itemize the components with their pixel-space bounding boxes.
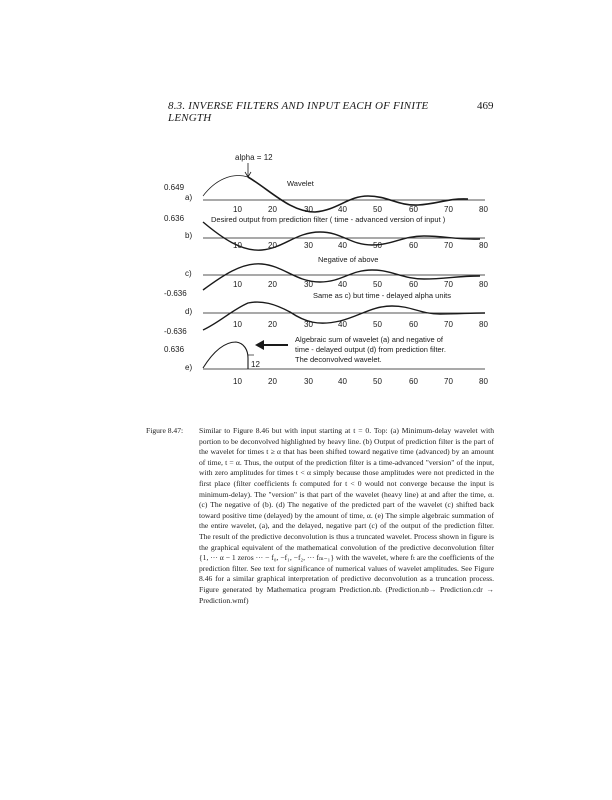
svg-text:30: 30 [304,320,313,329]
panel-b-note: Desired output from prediction filter ( time - advanced version of input ) [211,215,446,224]
svg-text:80: 80 [479,205,488,214]
figure-caption [146,426,494,606]
lower-ylabel: -0.636 [164,327,187,336]
annotation-line-2: time - delayed output (d) from prediction filter. [295,345,446,354]
svg-text:30: 30 [304,205,313,214]
svg-text:20: 20 [268,377,277,386]
svg-text:50: 50 [373,280,382,289]
panel-e-id: e) [185,363,193,372]
page-number: 469 [477,100,494,112]
svg-text:20: 20 [268,320,277,329]
panel-d-note: Same as c) but time - delayed alpha units [313,291,451,300]
panel-c-id: c) [185,269,192,278]
panel-e-marker: 12 [251,360,260,369]
panel-d-ticks [233,320,488,329]
svg-text:10: 10 [233,377,242,386]
svg-text:10: 10 [233,205,242,214]
svg-text:60: 60 [409,280,418,289]
panel-a-note: Wavelet [287,179,314,188]
svg-text:80: 80 [479,280,488,289]
svg-text:70: 70 [444,320,453,329]
svg-text:40: 40 [338,377,347,386]
caption-text: Similar to Figure 8.46 but with input starting at t = 0. Top: (a) Minimum-delay wavelet with portion to be deconvolved highlighted by heavy line. (b) Output of prediction filter is the part of the wavelet for times t ≥ α that has been shifted toward negative time (advanced) by an amount of time, t = α. Thus, the output of the prediction filter is a time-advanced "version" of the input, with zero amplitudes for times t < α simply because those amplitudes were not predicted in the first place (filter coefficients fₜ computed for t < 0 would not converge because the input is minimum-delay). The "version" is that part of the wavelet (heavy line) at and after the time, α. (c) The negative of (b). (d) The negative of the predicted part of the wavelet (c) shifted back toward positive time (delayed) by the amount of time, α. (e) The simple algebraic summation of the entire wavelet, (a), and the delayed, negative part (c) of the output of the prediction filter. The result of the predictive deconvolution is thus a truncated wavelet. Process shown in figure is the graphical equivalent of the mathematical convolution of the predictive deconvolution filter {1, ··· α − 1 zeros ··· − f₀, −f₁, −f₂, ··· fₘ₋₁} with the wavelet, where fₜ are the coefficients of the prediction filter. See text for significance of numerical values of wavelet amplitudes. See Figure 8.46 for a similar graphical interpretation of predictive deconvolution as a truncation process. Figure generated by Mathematica program Prediction.nb. (Prediction.nb→ Prediction.cdr → Prediction.wmf) [199,426,494,605]
svg-text:20: 20 [268,241,277,250]
svg-text:50: 50 [373,241,382,250]
caption-label: Figure 8.47: [146,426,184,435]
annotation-line-3: The deconvolved wavelet. [295,355,382,364]
svg-text:10: 10 [233,241,242,250]
alpha-label: alpha = 12 [235,153,273,162]
svg-text:20: 20 [268,280,277,289]
running-head: 8.3. INVERSE FILTERS AND INPUT EACH OF FINITE LENGTH [168,100,429,124]
panel-a-wavelet [248,177,468,212]
svg-text:40: 40 [338,280,347,289]
svg-text:30: 30 [304,377,313,386]
svg-text:40: 40 [338,241,347,250]
panel-d-ylabel: -0.636 [164,289,187,298]
panel-a-ticks [233,205,488,214]
svg-text:20: 20 [268,205,277,214]
svg-text:60: 60 [409,320,418,329]
panel-a-id: a) [185,193,193,202]
panel-e-curve [203,342,248,369]
svg-text:80: 80 [479,377,488,386]
svg-text:30: 30 [304,241,313,250]
annotation-arrowhead [255,340,264,350]
svg-text:30: 30 [304,280,313,289]
svg-text:60: 60 [409,377,418,386]
panel-b-id: b) [185,231,193,240]
panel-a-ylabel: 0.649 [164,183,185,192]
svg-text:40: 40 [338,205,347,214]
panel-a-thin-curve [203,176,248,196]
svg-text:10: 10 [233,320,242,329]
svg-text:60: 60 [409,205,418,214]
svg-text:10: 10 [233,280,242,289]
panel-b-ylabel: 0.636 [164,214,185,223]
panel-c-ticks [233,280,488,289]
svg-text:70: 70 [444,280,453,289]
svg-text:60: 60 [409,241,418,250]
panel-b-ticks [233,241,488,250]
svg-text:80: 80 [479,241,488,250]
svg-text:40: 40 [338,320,347,329]
svg-text:50: 50 [373,205,382,214]
svg-text:70: 70 [444,241,453,250]
svg-text:50: 50 [373,377,382,386]
svg-text:70: 70 [444,377,453,386]
panel-d-id: d) [185,307,193,316]
bottom-axis-ticks [233,377,488,386]
svg-text:80: 80 [479,320,488,329]
svg-text:70: 70 [444,205,453,214]
panel-c-note: Negative of above [318,255,379,264]
annotation-line-1: Algebraic sum of wavelet (a) and negative of [295,335,443,344]
svg-text:50: 50 [373,320,382,329]
panel-e-ylabel: 0.636 [164,345,185,354]
